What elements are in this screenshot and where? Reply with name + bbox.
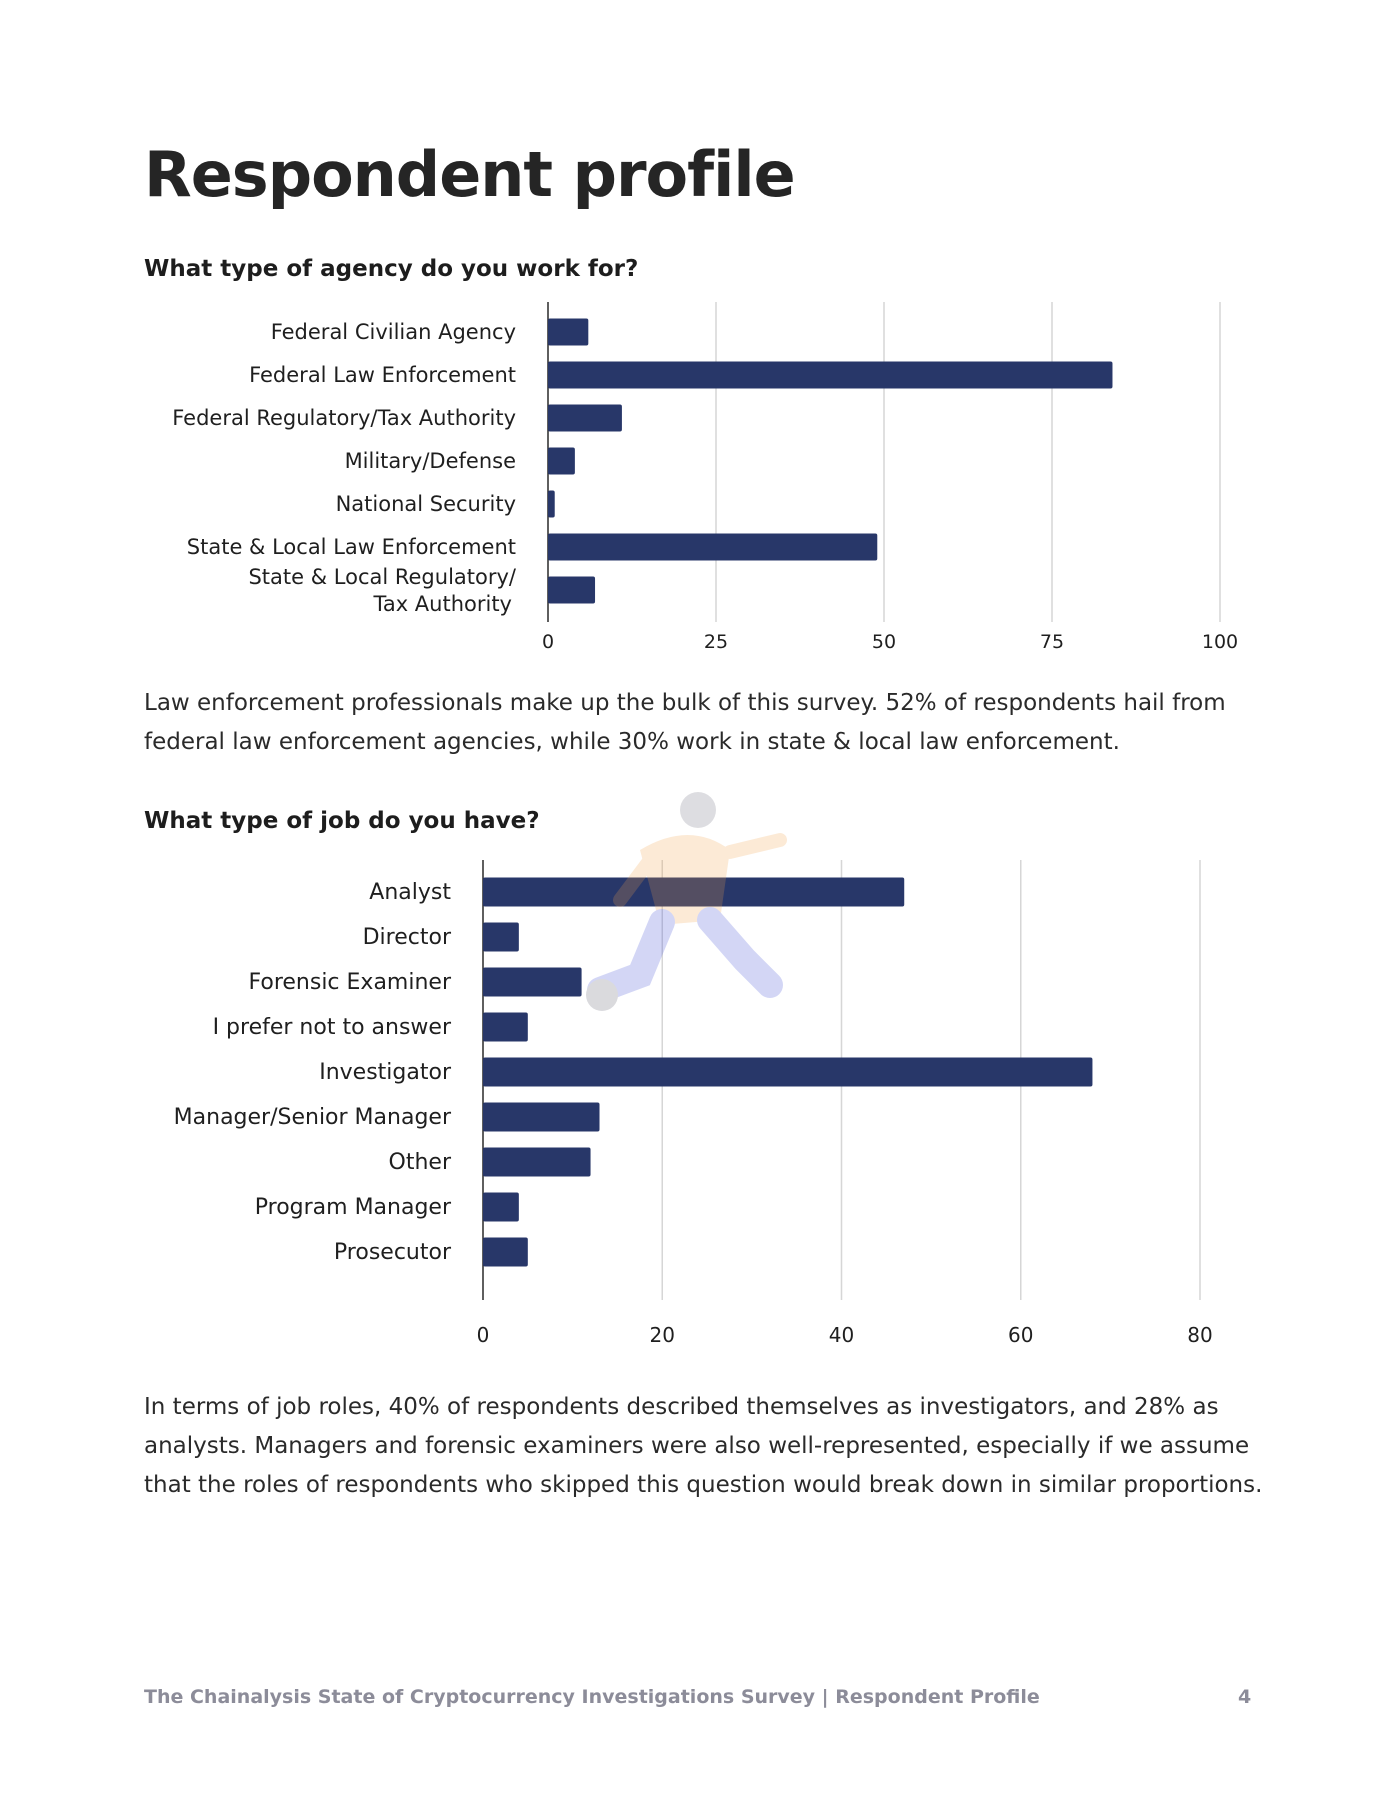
agency-chart: [0, 290, 1400, 670]
x-tick-label: 60: [1008, 1323, 1034, 1347]
bar: [483, 968, 582, 997]
bar: [483, 1148, 591, 1177]
bar: [548, 577, 595, 604]
x-tick-label: 75: [1039, 631, 1065, 653]
bar: [483, 1058, 1092, 1087]
category-label: Program Manager: [254, 1195, 451, 1220]
bar: [548, 448, 575, 475]
page-number: 4: [1238, 1686, 1252, 1708]
category-label: Manager/Senior Manager: [173, 1105, 451, 1130]
agency-question: What type of agency do you work for?: [144, 256, 639, 282]
x-tick-label: 80: [1187, 1323, 1213, 1347]
bar: [483, 923, 519, 952]
category-label: State & Local Regulatory/ Tax Authority: [248, 565, 516, 616]
bar: [548, 405, 622, 432]
footer-title: The Chainalysis State of Cryptocurrency Investigations Survey | Respondent Profile: [144, 1686, 1040, 1708]
runner-watermark-icon: [580, 790, 800, 1020]
bar: [548, 362, 1112, 389]
x-tick-label: 20: [649, 1323, 675, 1347]
category-label: Other: [388, 1150, 451, 1175]
bar: [483, 1193, 519, 1222]
page-title: Respondent profile: [144, 138, 795, 211]
category-label: Federal Civilian Agency: [270, 320, 516, 344]
category-label: Analyst: [369, 880, 451, 905]
x-tick-label: 40: [828, 1323, 855, 1347]
bar: [483, 1238, 528, 1267]
category-label: Director: [362, 925, 451, 950]
category-label: National Security: [335, 492, 516, 516]
bar: [483, 1013, 528, 1042]
bar: [483, 1103, 600, 1132]
category-label: Federal Regulatory/Tax Authority: [172, 406, 516, 430]
job-paragraph: In terms of job roles, 40% of respondents described themselves as investigators, and 28% as analysts. Managers and forensic examiners were also well-represented, especially if we assume that the roles of respondents who skipped this question would break down in similar proportions.: [144, 1394, 1263, 1498]
category-label: Federal Law Enforcement: [249, 363, 516, 387]
x-tick-label: 0: [476, 1323, 490, 1347]
category-label: Investigator: [319, 1060, 451, 1085]
category-label: State & Local Law Enforcement: [186, 535, 516, 559]
agency-paragraph: Law enforcement professionals make up the bulk of this survey. 52% of respondents hail from federal law enforcement agencies, while 30% work in state & local law enforcement.: [144, 690, 1226, 755]
x-tick-label: 100: [1201, 631, 1239, 653]
job-question: What type of job do you have?: [144, 808, 540, 834]
bar: [548, 491, 555, 518]
category-label: I prefer not to answer: [212, 1015, 451, 1040]
bar: [548, 319, 588, 346]
x-tick-label: 0: [541, 631, 555, 653]
category-label: Military/Defense: [344, 449, 516, 473]
category-label: Prosecutor: [333, 1240, 451, 1265]
x-tick-label: 50: [871, 631, 897, 653]
x-tick-label: 25: [703, 631, 729, 653]
bar: [548, 534, 877, 561]
category-label: Forensic Examiner: [248, 970, 451, 995]
